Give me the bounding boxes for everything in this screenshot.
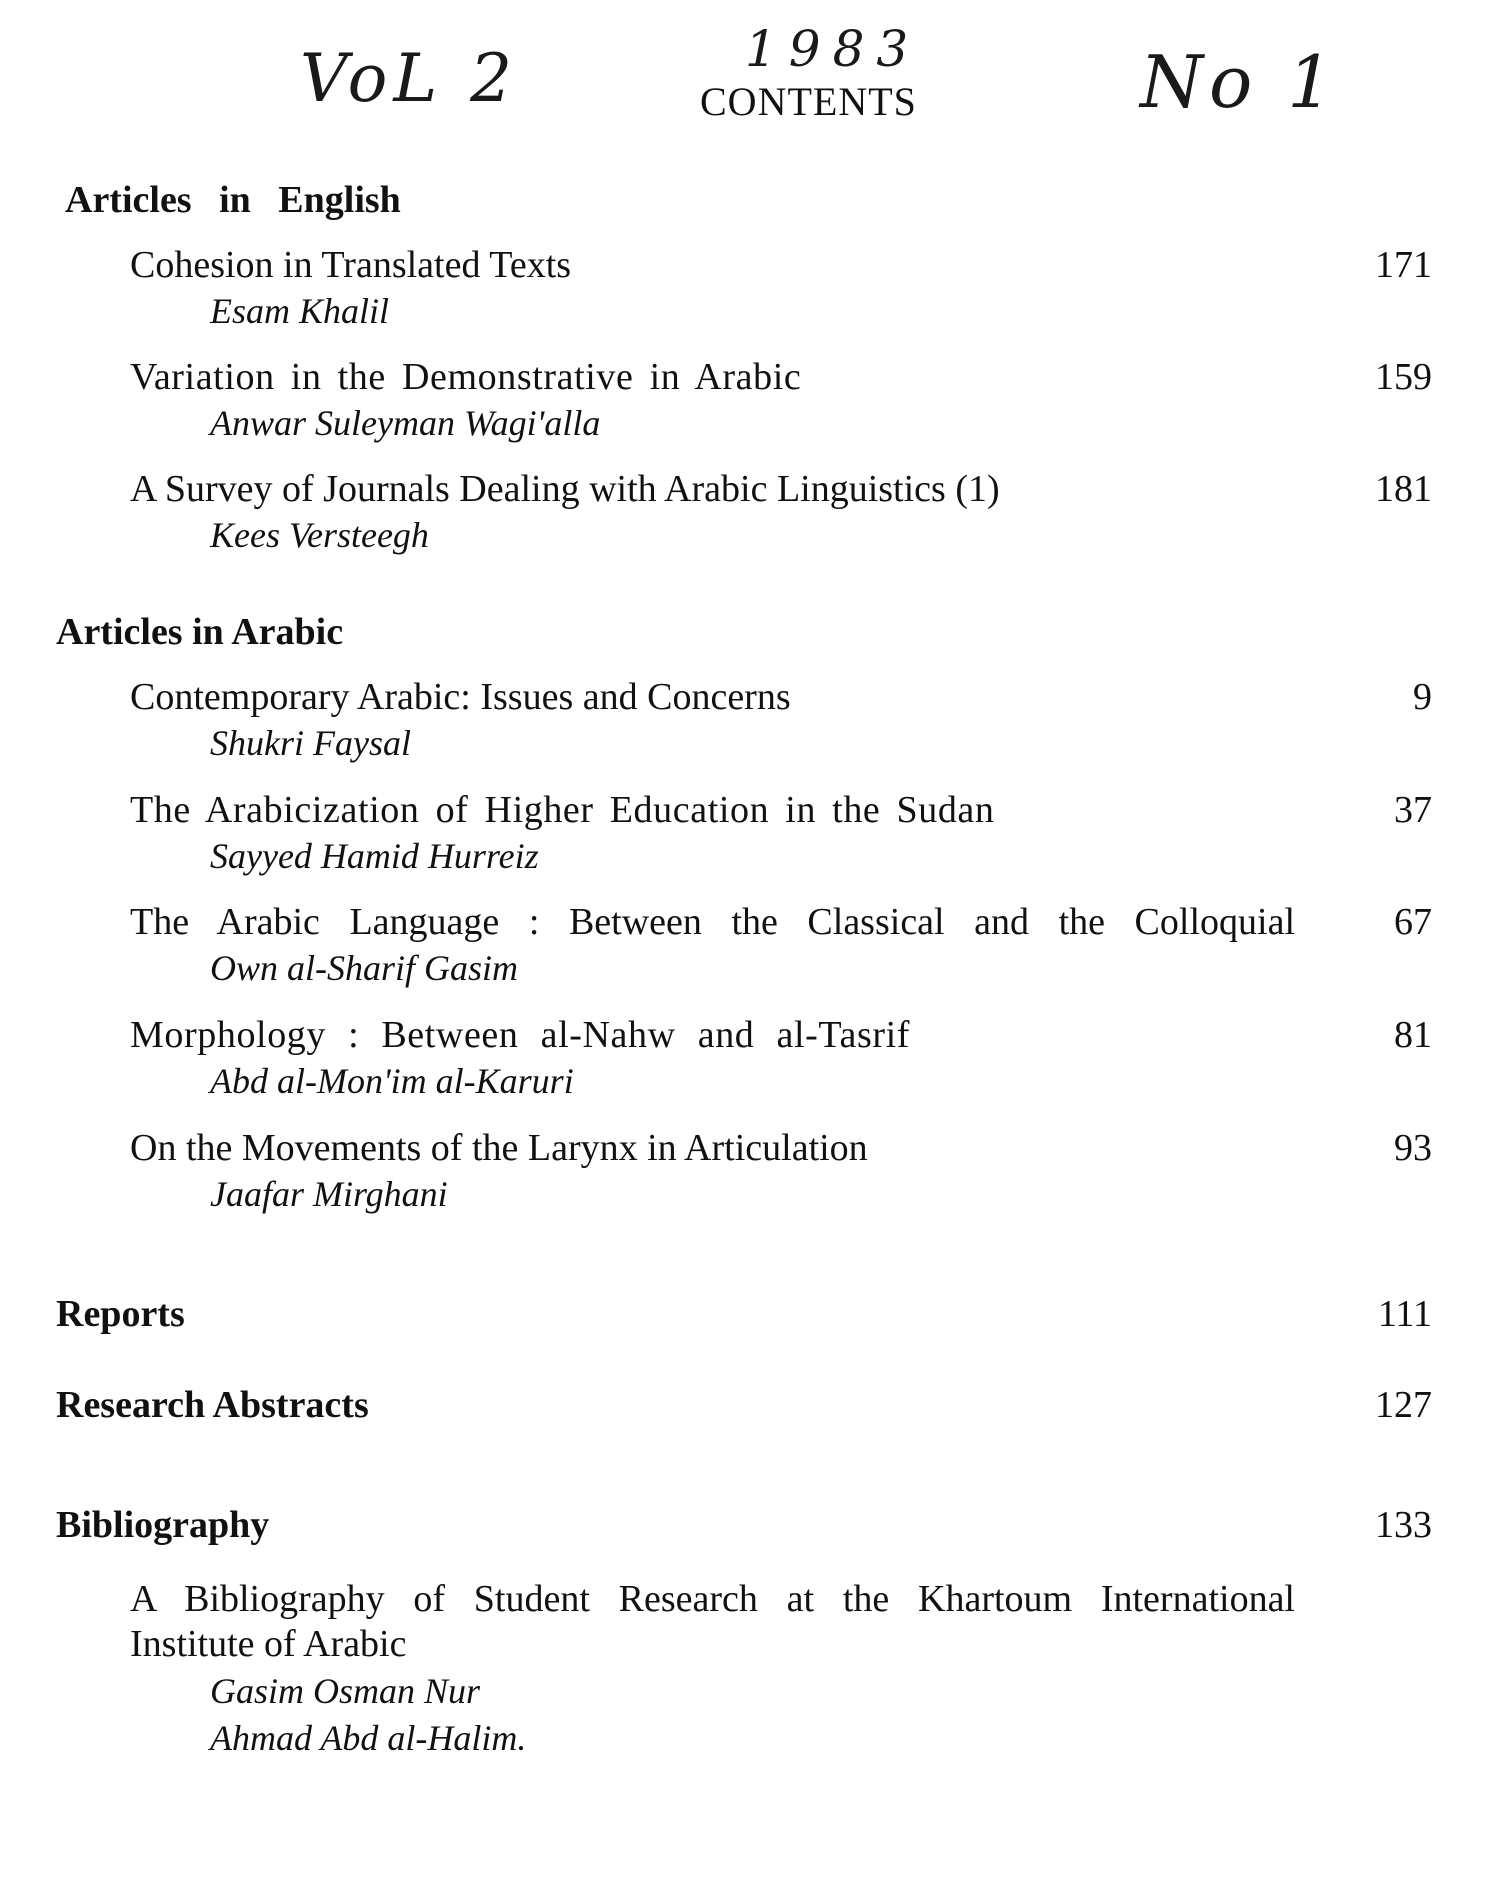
bibliography-entry-author: Ahmad Abd al-Halim. (210, 1718, 527, 1758)
entry-page-number: 81 (1394, 1014, 1432, 1056)
entry-page-number: 37 (1394, 789, 1432, 831)
entry-title: Contemporary Arabic: Issues and Concerns (130, 676, 791, 718)
handwritten-number: No 1 (1140, 40, 1340, 124)
entry-author: Kees Versteegh (210, 515, 429, 555)
entry-author: Anwar Suleyman Wagi'alla (210, 403, 601, 443)
entry-title: A Survey of Journals Dealing with Arabic Linguistics (1) (130, 468, 1000, 510)
section-heading-bibliography: Bibliography (56, 1504, 270, 1546)
handwritten-volume: VoL 2 (300, 40, 519, 117)
research-abstracts-page-number: 127 (1375, 1384, 1432, 1426)
bibliography-entry-title-line1: A Bibliography of Student Research at the Khartoum International (130, 1578, 1295, 1620)
entry-title: The Arabic Language : Between the Classical and the Colloquial (130, 901, 1295, 943)
entry-title: Cohesion in Translated Texts (130, 244, 572, 286)
handwritten-year: 1983 (745, 20, 921, 78)
section-heading-reports: Reports (56, 1293, 185, 1335)
entry-page-number: 9 (1413, 676, 1432, 718)
page-title: CONTENTS (700, 79, 917, 124)
section-heading-research-abstracts: Research Abstracts (56, 1384, 369, 1426)
entry-author: Abd al-Mon'im al-Karuri (210, 1061, 574, 1101)
entry-author: Sayyed Hamid Hurreiz (210, 836, 539, 876)
bibliography-entry-author: Gasim Osman Nur (210, 1671, 481, 1711)
entry-author: Own al-Sharif Gasim (210, 948, 519, 988)
entry-page-number: 67 (1394, 901, 1432, 943)
entry-title: Variation in the Demonstrative in Arabic (130, 356, 802, 398)
bibliography-entry-title-line2: Institute of Arabic (130, 1623, 407, 1665)
entry-author: Jaafar Mirghani (210, 1174, 448, 1214)
section-heading-arabic: Articles in Arabic (56, 611, 344, 653)
entry-author: Esam Khalil (210, 291, 390, 331)
bibliography-page-number: 133 (1375, 1504, 1432, 1546)
entry-page-number: 93 (1394, 1127, 1432, 1169)
entry-author: Shukri Faysal (210, 723, 411, 763)
entry-page-number: 181 (1375, 468, 1432, 510)
entry-title: Morphology : Between al-Nahw and al-Tasrif (130, 1014, 911, 1056)
entry-page-number: 171 (1375, 244, 1432, 286)
reports-page-number: 111 (1377, 1293, 1432, 1335)
entry-title: On the Movements of the Larynx in Articulation (130, 1127, 868, 1169)
section-heading-english: Articles in English (65, 179, 401, 221)
entry-title: The Arabicization of Higher Education in the Sudan (130, 789, 995, 831)
entry-page-number: 159 (1375, 356, 1432, 398)
